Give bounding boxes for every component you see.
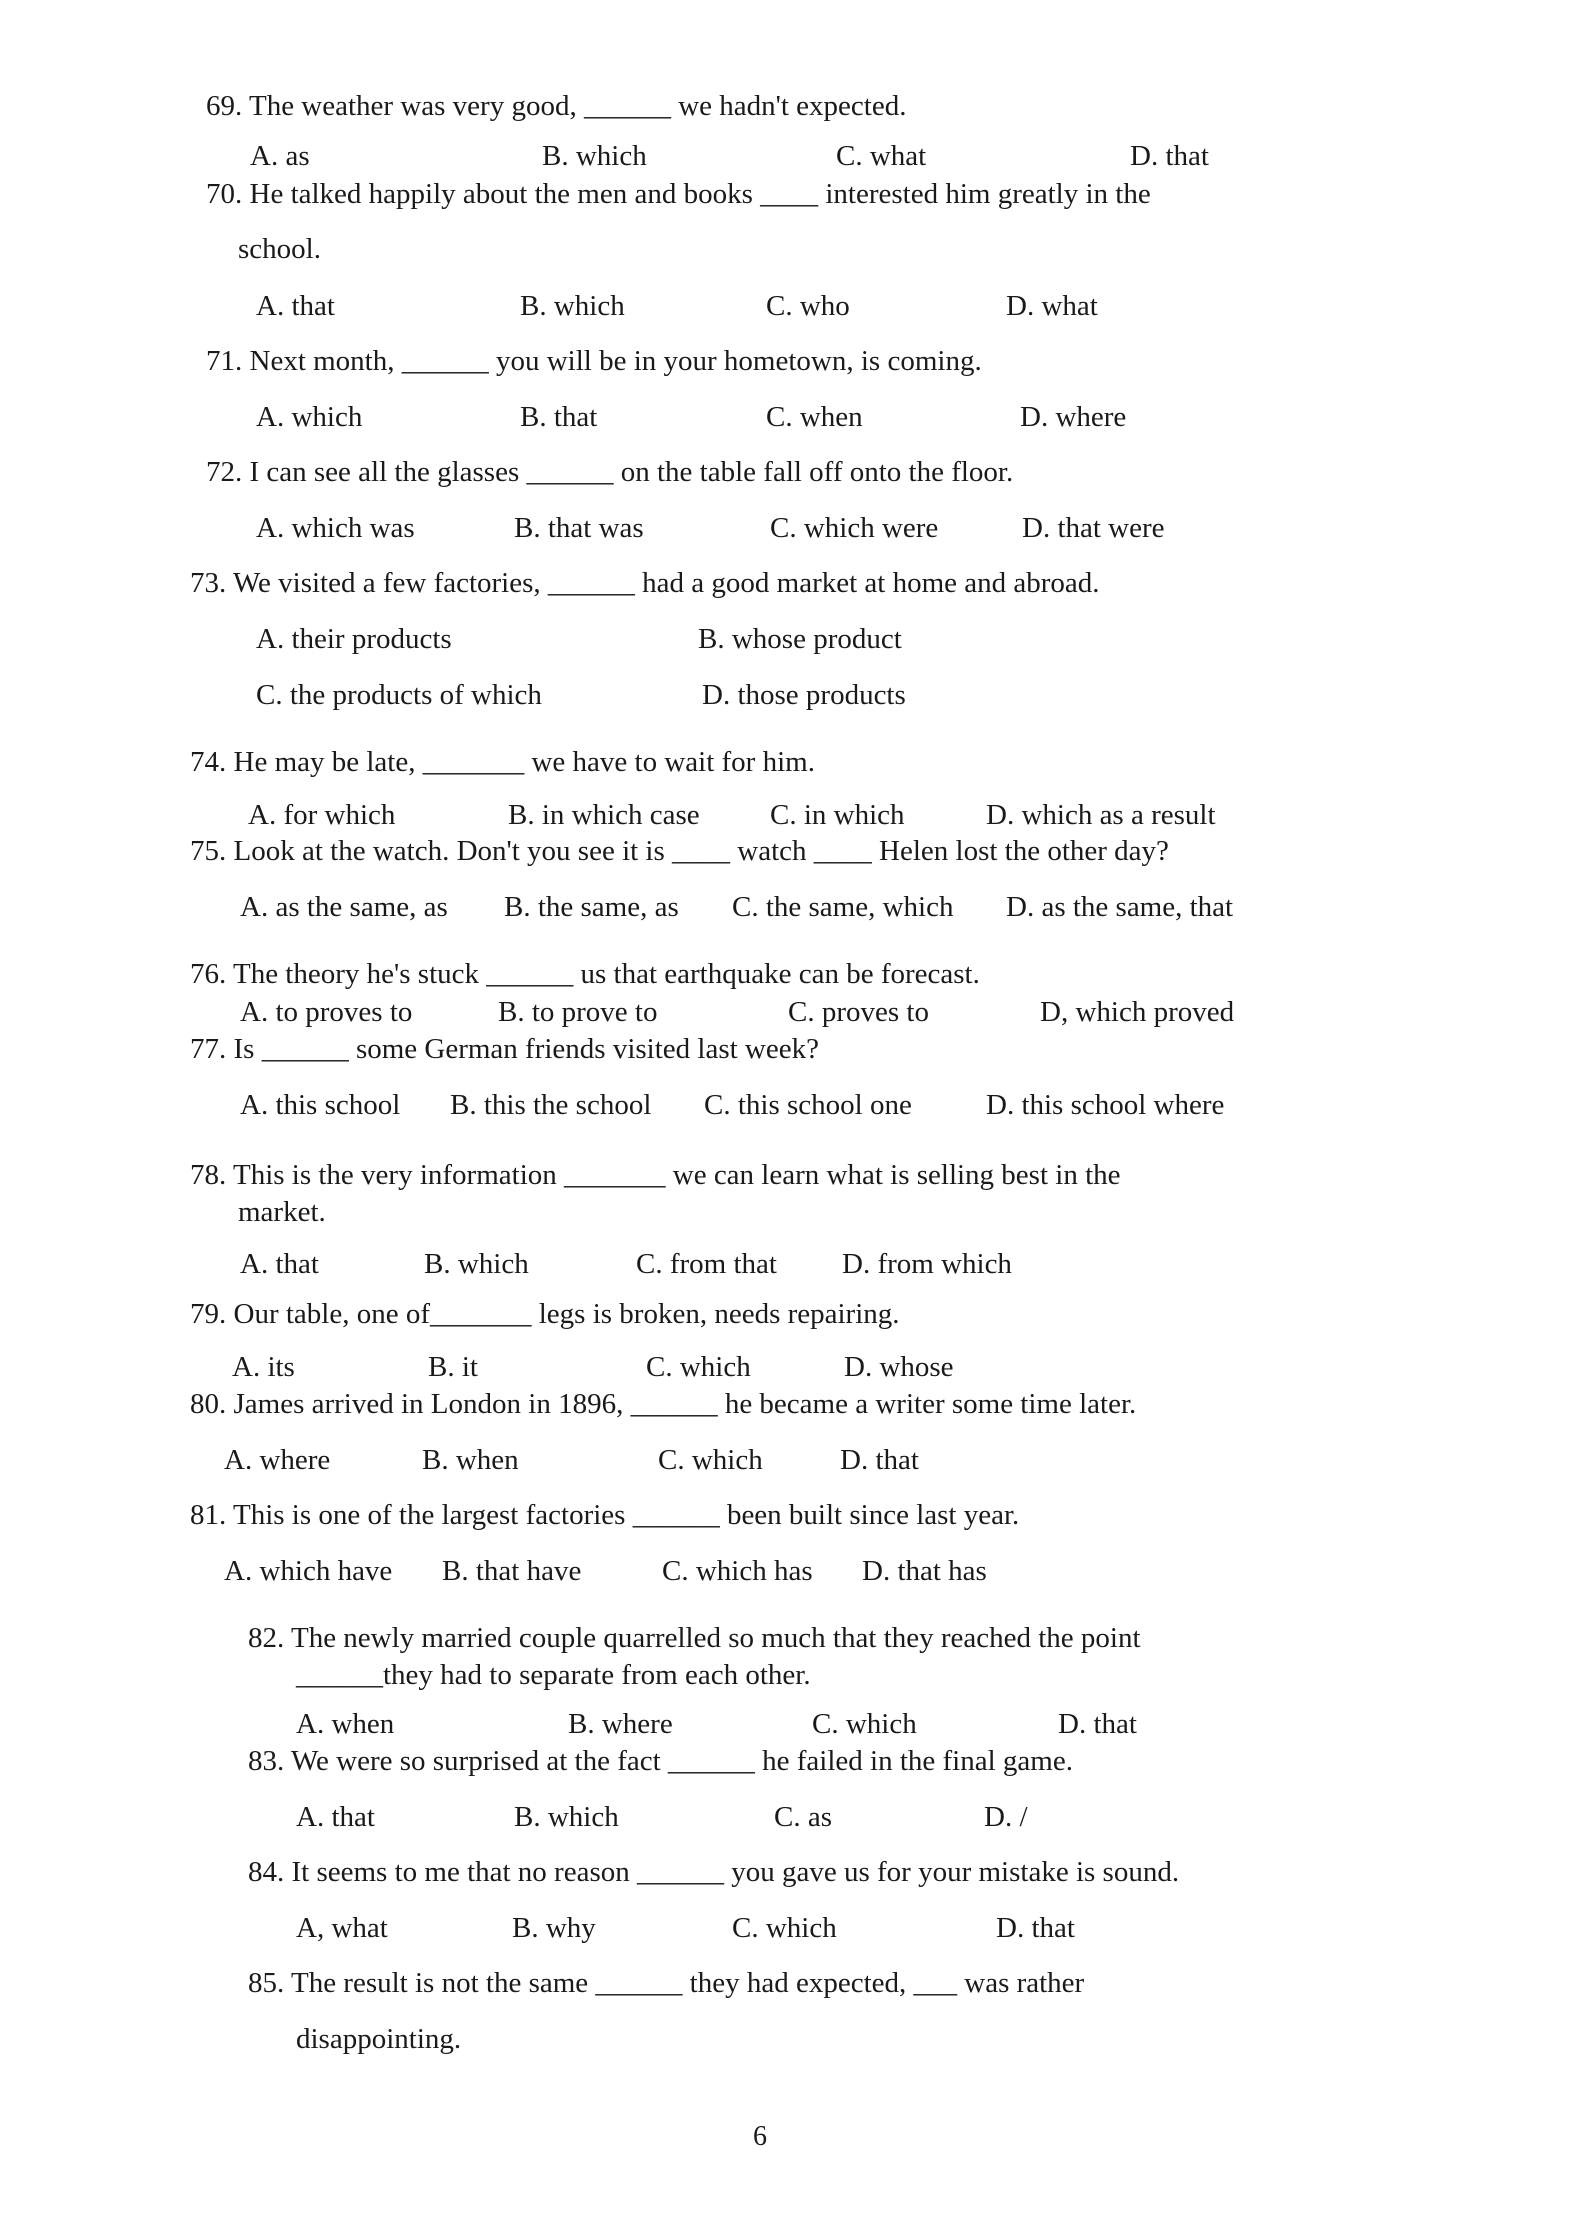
option-a: A. which was bbox=[256, 512, 415, 544]
question-stem: 74. He may be late, _______ we have to wait for him. bbox=[190, 746, 815, 778]
option-b: B. why bbox=[512, 1912, 596, 1944]
option-d: D. as the same, that bbox=[1006, 891, 1234, 923]
option-c: C. which bbox=[658, 1444, 763, 1476]
option-a: A. when bbox=[296, 1708, 395, 1740]
option-c: C. in which bbox=[770, 799, 905, 831]
question-stem: 76. The theory he's stuck ______ us that earthquake can be forecast. bbox=[190, 958, 980, 990]
option-b: B. which bbox=[520, 290, 625, 322]
question-stem: 72. I can see all the glasses ______ on the table fall off onto the floor. bbox=[206, 456, 1014, 488]
option-d: D, which proved bbox=[1040, 996, 1235, 1028]
option-b: B. which bbox=[514, 1801, 619, 1833]
option-a: A. that bbox=[240, 1248, 319, 1280]
option-d: D. that bbox=[840, 1444, 919, 1476]
option-a: A. that bbox=[256, 290, 335, 322]
option-d: D. / bbox=[984, 1801, 1028, 1833]
option-b: B. where bbox=[568, 1708, 673, 1740]
option-a: A. this school bbox=[240, 1089, 401, 1121]
option-a: A. which bbox=[256, 401, 363, 433]
question-stem: 79. Our table, one of_______ legs is broken, needs repairing. bbox=[190, 1298, 900, 1330]
question-stem: 73. We visited a few factories, ______ had a good market at home and abroad. bbox=[190, 567, 1100, 599]
option-a: A. that bbox=[296, 1801, 375, 1833]
option-d: D. that bbox=[996, 1912, 1075, 1944]
option-b: B. that was bbox=[514, 512, 644, 544]
option-b: B. that bbox=[520, 401, 598, 433]
page-number: 6 bbox=[753, 2121, 767, 2152]
question-stem: 75. Look at the watch. Don't you see it is ____ watch ____ Helen lost the other day? bbox=[190, 835, 1169, 867]
option-a: A. to proves to bbox=[240, 996, 413, 1028]
option-b: B. when bbox=[422, 1444, 519, 1476]
question-stem-continued: school. bbox=[238, 233, 321, 265]
option-d: D. that were bbox=[1022, 512, 1165, 544]
option-d: D. where bbox=[1020, 401, 1127, 433]
option-c: C. this school one bbox=[704, 1089, 912, 1121]
option-b: B. that have bbox=[442, 1555, 582, 1587]
question-stem-continued: market. bbox=[238, 1196, 326, 1228]
option-a: A. which have bbox=[224, 1555, 393, 1587]
option-d: D. what bbox=[1006, 290, 1098, 322]
question-stem-continued: disappointing. bbox=[296, 2023, 462, 2055]
option-c: C. which bbox=[812, 1708, 917, 1740]
option-b: B. in which case bbox=[508, 799, 700, 831]
question-stem: 82. The newly married couple quarrelled so much that they reached the point bbox=[248, 1622, 1141, 1654]
option-a: A. where bbox=[224, 1444, 331, 1476]
option-d: D. those products bbox=[702, 679, 906, 711]
option-c: C. who bbox=[766, 290, 850, 322]
option-d: D. that bbox=[1130, 140, 1209, 172]
option-d: D. from which bbox=[842, 1248, 1012, 1280]
question-stem: 80. James arrived in London in 1896, ______ he became a writer some time later. bbox=[190, 1388, 1137, 1420]
option-a: A. their products bbox=[256, 623, 452, 655]
option-a: A. for which bbox=[248, 799, 396, 831]
option-d: D. this school where bbox=[986, 1089, 1225, 1121]
option-c: C. which has bbox=[662, 1555, 813, 1587]
question-stem: 85. The result is not the same ______ they had expected, ___ was rather bbox=[248, 1967, 1085, 1999]
option-d: D. that has bbox=[862, 1555, 987, 1587]
option-b: B. this the school bbox=[450, 1089, 652, 1121]
question-stem: 84. It seems to me that no reason ______ you gave us for your mistake is sound. bbox=[248, 1856, 1180, 1888]
option-b: B. it bbox=[428, 1351, 478, 1383]
option-a: A, what bbox=[296, 1912, 388, 1944]
option-a: A. its bbox=[232, 1351, 295, 1383]
question-stem: 83. We were so surprised at the fact ______ he failed in the final game. bbox=[248, 1745, 1073, 1777]
option-c: C. which were bbox=[770, 512, 939, 544]
option-c: C. which bbox=[646, 1351, 751, 1383]
option-d: D. whose bbox=[844, 1351, 954, 1383]
option-c: C. the products of which bbox=[256, 679, 542, 711]
option-c: C. what bbox=[836, 140, 927, 172]
option-c: C. which bbox=[732, 1912, 837, 1944]
option-b: B. which bbox=[542, 140, 647, 172]
option-b: B. to prove to bbox=[498, 996, 658, 1028]
option-c: C. the same, which bbox=[732, 891, 954, 923]
question-stem: 69. The weather was very good, ______ we hadn't expected. bbox=[206, 90, 907, 122]
question-stem: 71. Next month, ______ you will be in your hometown, is coming. bbox=[206, 345, 982, 377]
option-a: A. as the same, as bbox=[240, 891, 448, 923]
option-a: A. as bbox=[250, 140, 310, 172]
question-stem: 81. This is one of the largest factories ______ been built since last year. bbox=[190, 1499, 1020, 1531]
option-c: C. from that bbox=[636, 1248, 777, 1280]
question-stem: 77. Is ______ some German friends visited last week? bbox=[190, 1033, 819, 1065]
question-stem: 70. He talked happily about the men and books ____ interested him greatly in the bbox=[206, 178, 1151, 210]
option-d: D. which as a result bbox=[986, 799, 1216, 831]
question-stem: 78. This is the very information _______ we can learn what is selling best in the bbox=[190, 1159, 1121, 1191]
option-c: C. proves to bbox=[788, 996, 929, 1028]
option-b: B. the same, as bbox=[504, 891, 679, 923]
option-c: C. when bbox=[766, 401, 863, 433]
option-c: C. as bbox=[774, 1801, 832, 1833]
option-b: B. whose product bbox=[698, 623, 902, 655]
option-d: D. that bbox=[1058, 1708, 1137, 1740]
option-b: B. which bbox=[424, 1248, 529, 1280]
question-stem-continued: ______they had to separate from each other. bbox=[296, 1659, 811, 1691]
